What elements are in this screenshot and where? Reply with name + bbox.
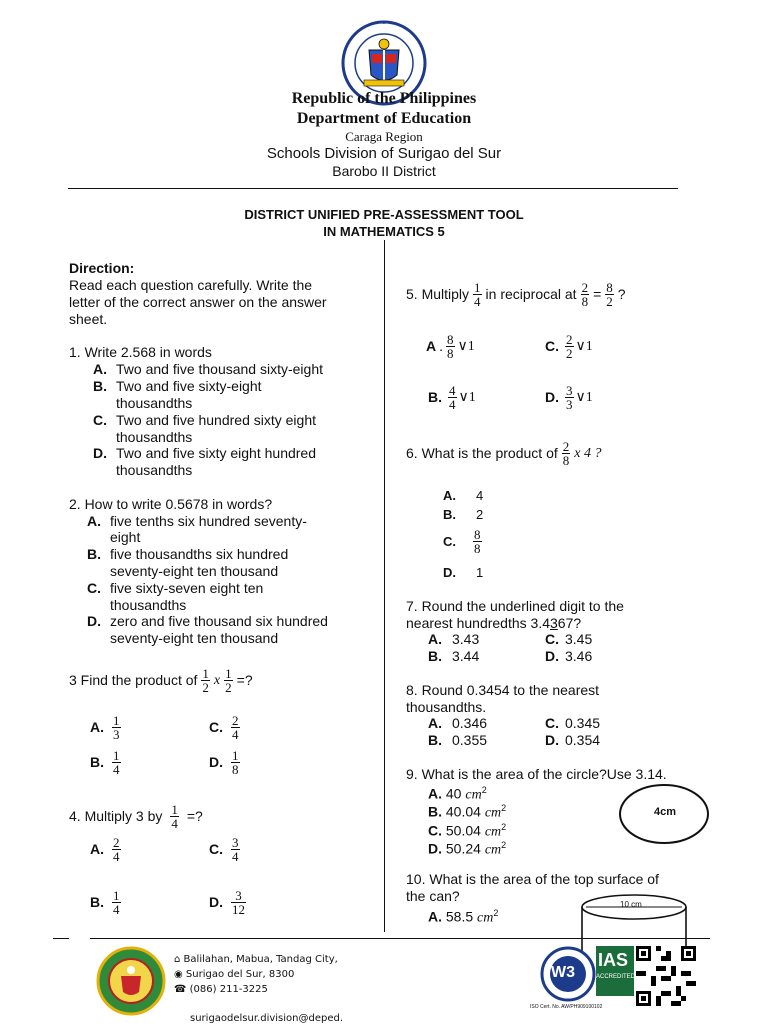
q9-option-d: D. 50.24 $cm^2$ (428, 840, 507, 858)
q6-option-d: 1 (476, 565, 484, 580)
footer-email[interactable]: surigaodelsur.division@deped. (190, 1013, 344, 1024)
q1-letter-d: D. (93, 445, 107, 461)
footer-rule-left (53, 938, 69, 939)
q7-underlined-digit: 3 (550, 615, 558, 631)
q10-option-a: A. 58.5 $cm^2$ (428, 908, 499, 926)
q9-circle-label: 4cm (654, 806, 677, 818)
q7-letter-b: B. (428, 648, 442, 664)
q3-times: x (213, 672, 221, 688)
q6-fraction: $\frac{2}{8}$ (562, 438, 570, 468)
q10-stem-2: the can? (406, 888, 460, 904)
q2-option-d-1: zero and five thousand six hundred (110, 613, 328, 629)
q4-stem-row (69, 798, 203, 834)
q4-tail: =? (186, 807, 203, 824)
q7-letter-a: A. (428, 631, 442, 647)
direction-text-2: letter of the correct answer on the answer (69, 294, 327, 310)
q2-letter-c: C. (87, 580, 101, 596)
q5-equals: = (593, 285, 602, 302)
q8-stem-2: thousandths. (406, 699, 487, 715)
q1-option-d-1: Two and five sixty eight hundred (116, 445, 317, 461)
q10-can-label: 10 cm (620, 900, 642, 909)
q2-option-b-1: five thousandths six hundred (110, 546, 289, 562)
q3-fraction-2: $\frac{1}{2}$ (225, 665, 232, 695)
department-heading: Department of Education (296, 110, 472, 127)
q3-option-c: C. $\frac{2}{4}$ (209, 713, 239, 742)
q1-option-b-1: Two and five sixty-eight (116, 378, 262, 394)
q5-fraction-1: $\frac{1}{4}$ (474, 279, 481, 309)
q8-letter-c: C. (545, 715, 559, 731)
division-heading: Schools Division of Surigao del Sur (266, 145, 502, 162)
q5-fraction-2: $\frac{2}{8}$ (581, 279, 589, 309)
q5-stem: 5. Multiply (406, 285, 470, 302)
q9-option-b: B. 40.04 $cm^2$ (428, 803, 507, 821)
q1-stem: 1. Write 2.568 in words (69, 344, 212, 360)
q9-stem: 9. What is the area of the circle?Use 3.14. (406, 766, 667, 782)
q8-letter-d: D. (545, 732, 559, 748)
q2-letter-d: D. (87, 613, 101, 629)
title-line-1: DISTRICT UNIFIED PRE-ASSESSMENT TOOL (244, 207, 524, 222)
q1-option-b-2: thousandths (116, 395, 193, 411)
q1-letter-a: A. (93, 361, 107, 377)
q2-stem: 2. How to write 0.5678 in words? (69, 496, 273, 512)
q4-stem: 4. Multiply 3 by (69, 807, 163, 824)
q1-option-a: Two and five thousand sixty-eight (116, 361, 324, 377)
ias-accredited: ACCREDITED (596, 974, 636, 980)
q1-option-c-2: thousandths (116, 429, 193, 445)
q8-option-a: 0.346 (452, 715, 488, 731)
phone-icon: ☎ (174, 984, 187, 995)
q4-option-b: B. $\frac{1}{4}$ (90, 888, 120, 917)
home-icon: ⌂ (174, 954, 181, 965)
qr-code (636, 946, 696, 1006)
q2-option-a-1: five tenths six hundred seventy- (110, 513, 307, 529)
q8-letter-a: A. (428, 715, 442, 731)
q3-option-a: A. $\frac{1}{3}$ (90, 713, 120, 742)
q6-stem: 6. What is the product of (406, 444, 558, 461)
title-line-2: IN MATHEMATICS 5 (323, 224, 445, 239)
q8-option-b: 0.355 (452, 732, 488, 748)
footer-phone: ☎ (086) 211-3225 (174, 984, 268, 995)
q7-stem-2: nearest hundredths 3.4367? (406, 615, 582, 631)
region-heading: Caraga Region (345, 129, 423, 144)
q4-option-d: D. $\frac{3}{12}$ (209, 888, 245, 917)
q2-letter-b: B. (87, 546, 101, 562)
qr-code-icon (636, 946, 696, 1006)
direction-label: Direction: (69, 260, 135, 276)
q2-letter-a: A. (87, 513, 101, 529)
column-divider (384, 240, 385, 932)
q3-fraction-1: $\frac{1}{2}$ (202, 665, 209, 695)
location-icon: ◉ (174, 969, 183, 980)
q7-letter-c: C. (545, 631, 559, 647)
q3-stem: 3 Find the product of (69, 671, 198, 688)
q7-option-c: 3.45 (565, 631, 593, 647)
q9-option-c: C. 50.04 $cm^2$ (428, 822, 507, 840)
q3-tail: =? (236, 671, 253, 688)
q8-stem-1: 8. Round 0.3454 to the nearest (406, 682, 600, 698)
q3-stem-row (69, 662, 253, 698)
q6-letter-d: D. (443, 565, 456, 580)
w3-cert-text: W3 (551, 964, 575, 981)
q6-stem-row (406, 435, 601, 471)
q10-stem-1: 10. What is the area of the top surface of (406, 871, 659, 887)
q5-option-b: B. $\frac{4}{4}$ ∨1 (428, 383, 476, 412)
footer-address-1: ⌂ Balilahan, Mabua, Tandag City, (174, 954, 338, 965)
q6-letter-a: A. (443, 488, 456, 503)
q8-letter-b: B. (428, 732, 442, 748)
q8-option-c: 0.345 (565, 715, 601, 731)
q5-option-c: C. $\frac{2}{2}$ ∨1 (545, 332, 593, 361)
q4-fraction: $\frac{1}{4}$ (171, 801, 178, 831)
q2-option-d-2: seventy-eight ten thousand (110, 630, 279, 646)
q4-option-c: C. $\frac{3}{4}$ (209, 835, 239, 864)
footer-address-2: ◉ Surigao del Sur, 8300 (174, 969, 295, 980)
q9-option-a: A. 40 $cm^2$ (428, 785, 487, 803)
district-heading: Barobo II District (332, 163, 436, 179)
division-logo (96, 946, 166, 1016)
q6-option-b: 2 (476, 507, 484, 522)
q7-option-b: 3.44 (452, 648, 480, 664)
iso-cert-number: ISO Cert. No. AW/PH909100102 (530, 1004, 603, 1010)
q5-stem-row (406, 276, 626, 312)
q4-option-a: A. $\frac{2}{4}$ (90, 835, 120, 864)
direction-text-1: Read each question carefully. Write the (69, 277, 313, 293)
q2-option-a-2: eight (110, 529, 141, 545)
q5-fraction-3: $\frac{8}{2}$ (606, 279, 613, 309)
division-seal-icon (96, 946, 166, 1016)
q5-mid: in reciprocal at (485, 285, 577, 302)
q1-letter-b: B. (93, 378, 107, 394)
q5-option-a: A . $\frac{8}{8}$ ∨1 (426, 332, 475, 361)
q1-option-c-1: Two and five hundred sixty eight (116, 412, 317, 428)
footer-rule (90, 938, 710, 939)
republic-heading: Republic of the Philippines (291, 90, 477, 107)
q7-option-a: 3.43 (452, 631, 480, 647)
q1-letter-c: C. (93, 412, 107, 428)
ias-text: IAS (598, 950, 629, 970)
q2-option-c-1: five sixty-seven eight ten (110, 580, 264, 596)
q3-option-b: B. $\frac{1}{4}$ (90, 748, 120, 777)
q1-option-d-2: thousandths (116, 462, 193, 478)
q2-option-c-2: thousandths (110, 597, 187, 613)
header-rule (68, 188, 678, 189)
q6-option-c: C. $\frac{8}{8}$ (443, 527, 481, 556)
q7-stem-1: 7. Round the underlined digit to the (406, 598, 624, 614)
q7-letter-d: D. (545, 648, 559, 664)
q2-option-b-2: seventy-eight ten thousand (110, 563, 279, 579)
q6-letter-b: B. (443, 507, 456, 522)
q3-option-d: D. $\frac{1}{8}$ (209, 748, 239, 777)
q6-tail: x 4 ? (574, 445, 602, 461)
direction-text-3: sheet. (69, 311, 108, 327)
q7-option-d: 3.46 (565, 648, 593, 664)
q8-option-d: 0.354 (565, 732, 601, 748)
q5-option-d: D. $\frac{3}{3}$ ∨1 (545, 383, 593, 412)
q6-option-a: 4 (476, 488, 484, 503)
q5-tail: ? (617, 285, 626, 302)
